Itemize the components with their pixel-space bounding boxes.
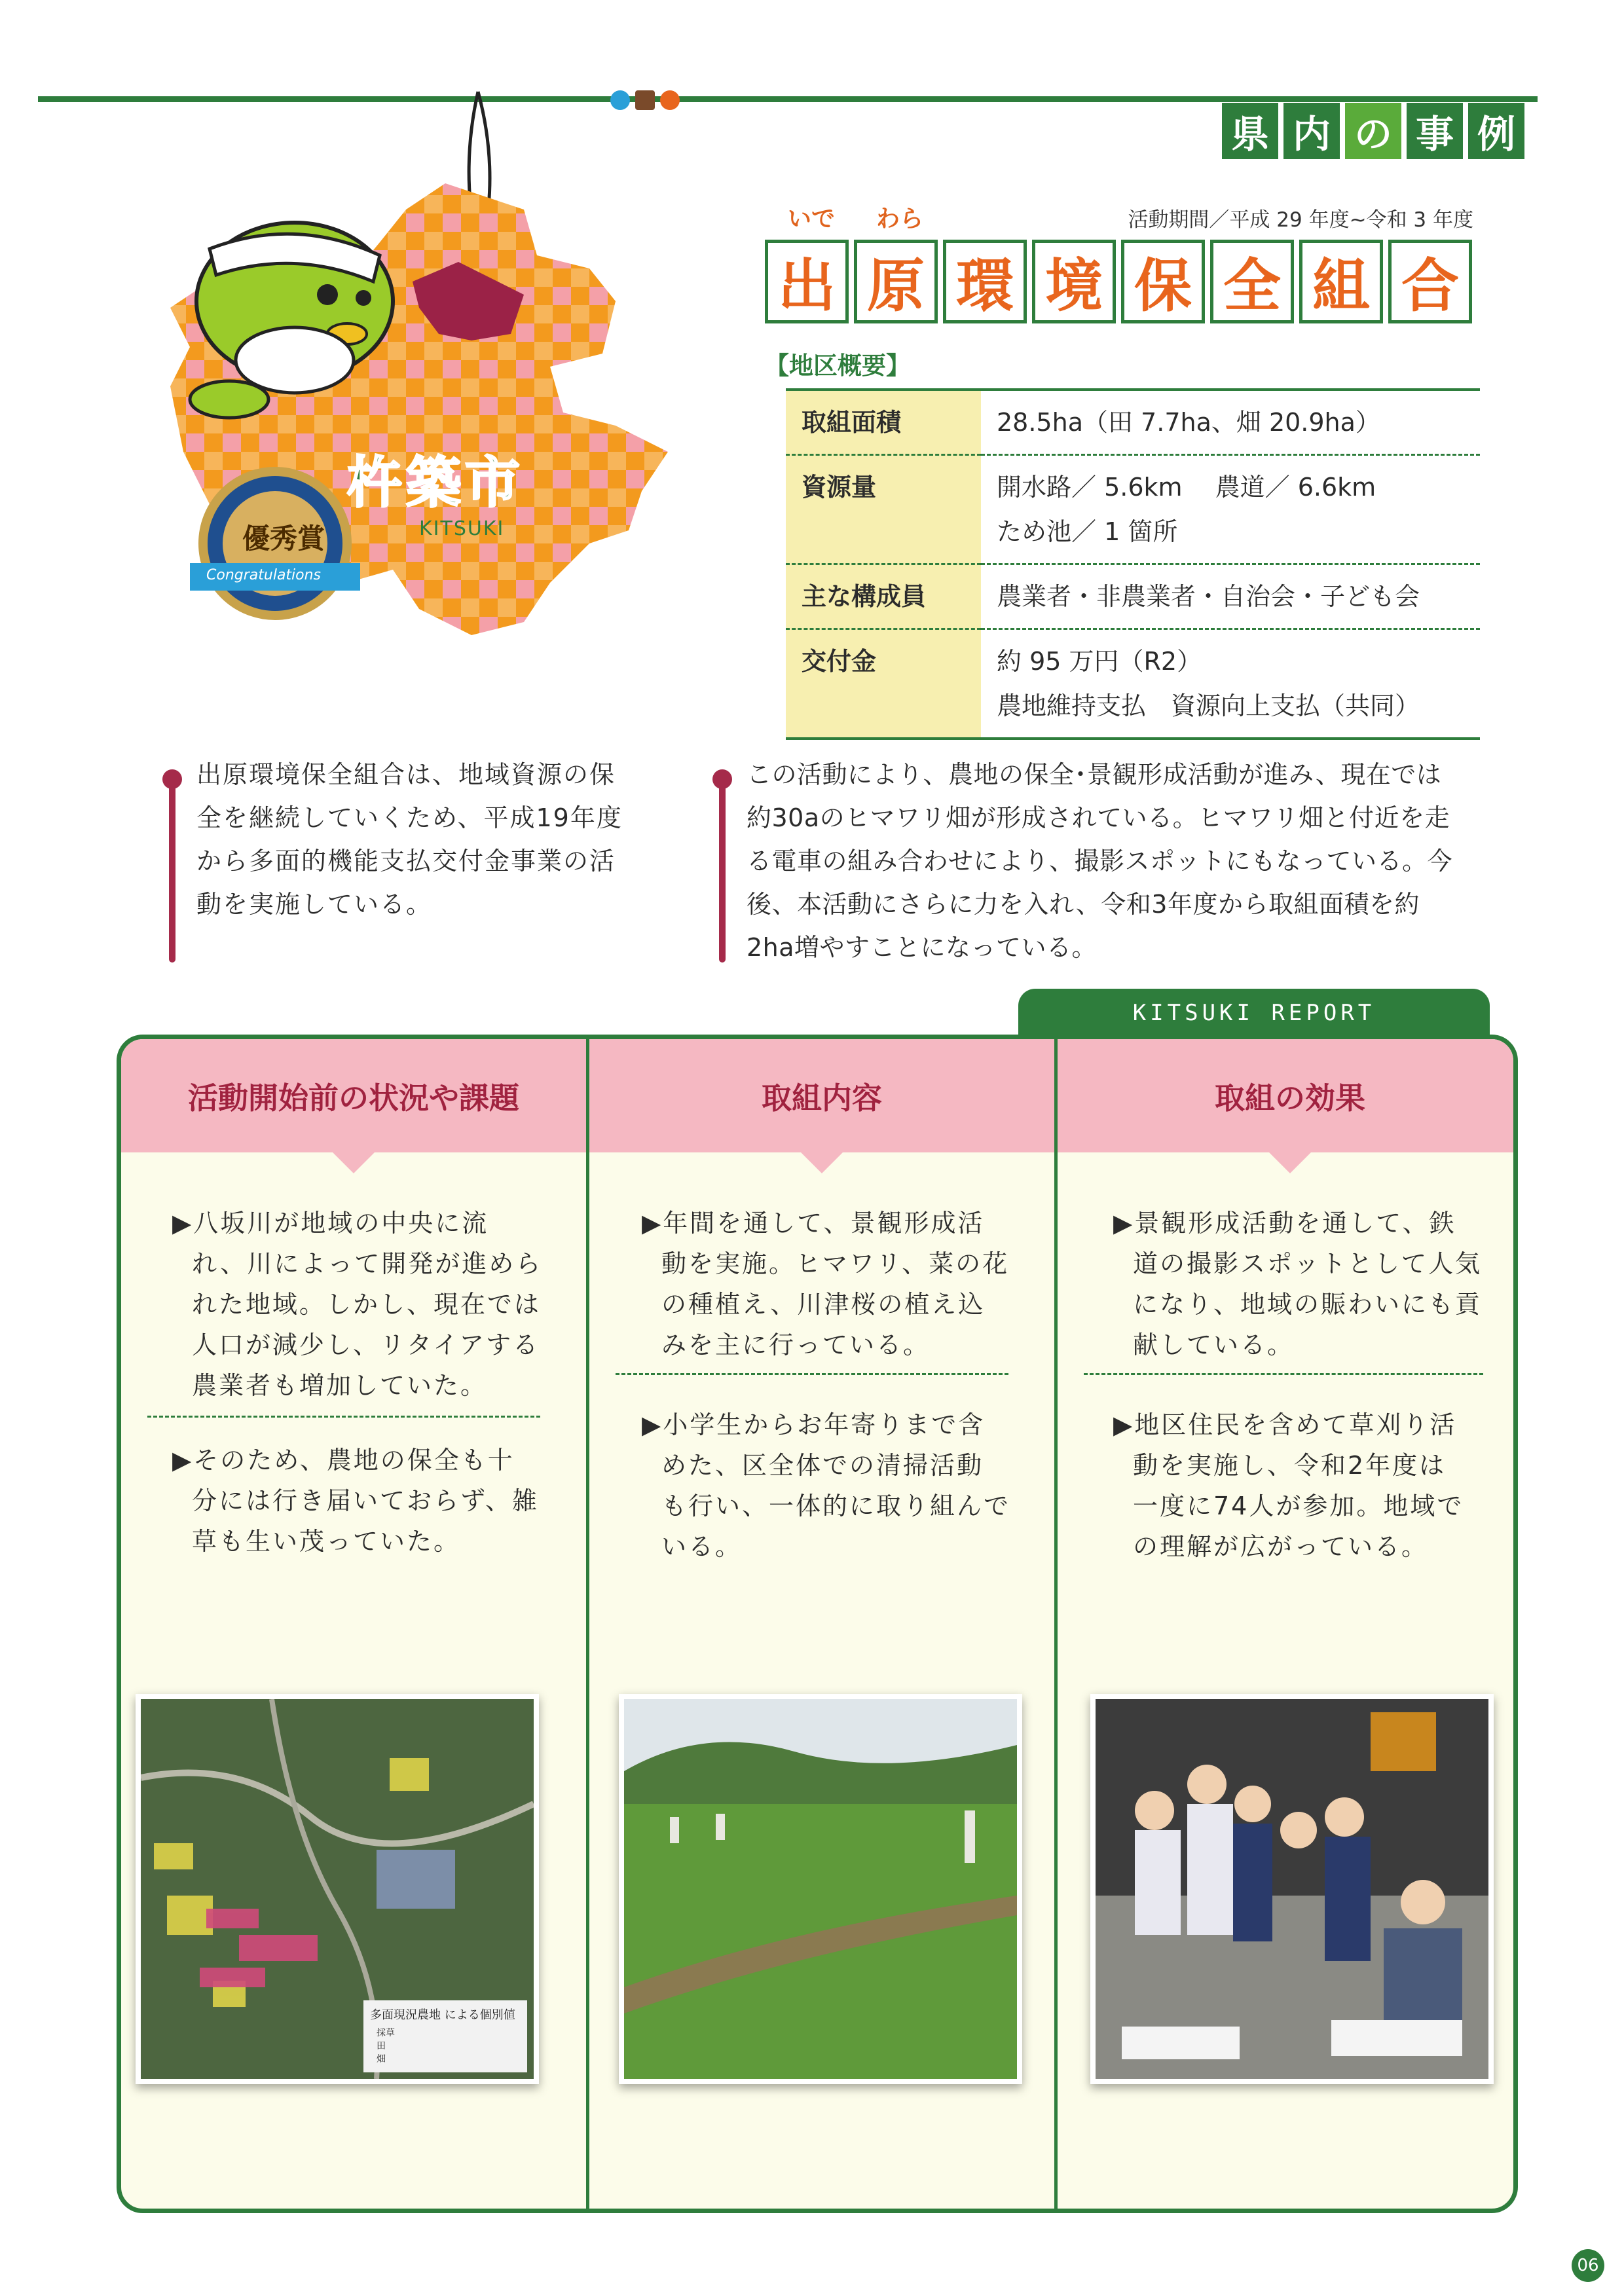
report-tab: KITSUKI REPORT — [1018, 989, 1490, 1037]
summary-key: 取組面積 — [786, 390, 981, 455]
item-divider — [1084, 1373, 1483, 1375]
summary-value — [981, 564, 1480, 629]
list-item — [1113, 1405, 1464, 1567]
intro-line: この活動により、農地の保全･景観形成活動が進み、現在では — [747, 760, 1442, 789]
group-photo — [1090, 1694, 1494, 2084]
summary-row — [786, 390, 1480, 455]
item-line: 動を実施し、令和2年度は — [1133, 1451, 1447, 1480]
intro-line: 約30aのヒマワリ畑が形成されている。ヒマワリ畑と付近を走 — [747, 803, 1450, 832]
summary-row — [786, 629, 1480, 739]
item-line: みを主に行っている。 — [661, 1331, 931, 1359]
intro-line: 2ha増やすことになっている。 — [747, 933, 1098, 962]
page-title — [765, 240, 1472, 323]
list-item — [1113, 1203, 1482, 1365]
summary-line: ため池／ 1 箇所 — [997, 517, 1178, 546]
item-line: 一度に74人が参加。地域で — [1133, 1492, 1464, 1520]
title-char: 原 — [854, 240, 938, 323]
right-bullet-bar — [719, 773, 726, 963]
tag-char: の — [1345, 103, 1401, 159]
item-line: の種植え、川津桜の植え込 — [661, 1290, 986, 1319]
item-line: いる。 — [661, 1532, 743, 1561]
intro-line: 後、本活動にさらに力を入れ、令和3年度から取組面積を約 — [747, 890, 1420, 919]
item-line: 動を実施。ヒマワリ、菜の花 — [661, 1249, 1010, 1278]
item-line: 農業者も増加していた。 — [192, 1371, 488, 1400]
legend-item: 採草 — [377, 2028, 395, 2038]
report-column-issues — [121, 1039, 586, 2209]
item-line: めた、区全体での清掃活動 — [661, 1451, 984, 1480]
item-line: 献している。 — [1133, 1331, 1295, 1359]
summary-line: 農地維持支払 資源向上支払（共同） — [997, 691, 1420, 720]
item-line: ▶小学生からお年寄りまで含 — [642, 1410, 986, 1439]
item-line: ▶地区住民を含めて草刈り活 — [1113, 1410, 1457, 1439]
sunflower-field-photo — [619, 1694, 1022, 2084]
field-photo-image — [624, 1699, 1017, 2079]
item-line: ▶年間を通して、景観形成活 — [642, 1209, 985, 1238]
intro-line: から多面的機能支払交付金事業の活 — [196, 847, 616, 875]
intro-line: 出原環境保全組合は、地域資源の保 — [196, 760, 616, 789]
summary-table — [786, 388, 1480, 740]
summary-label: 【地区概要】 — [765, 352, 910, 380]
intro-right — [747, 753, 1493, 969]
list-item — [642, 1203, 1009, 1365]
item-divider — [147, 1416, 540, 1418]
activity-period: 活動期間／平成 29 年度~令和 3 年度 — [1128, 208, 1473, 232]
summary-line: 農業者・非農業者・自治会・子ども会 — [997, 582, 1420, 611]
people-photo-image — [1096, 1699, 1488, 2079]
title-char: 保 — [1121, 240, 1205, 323]
title-char: 全 — [1210, 240, 1294, 323]
item-line: になり、地域の賑わいにも貢 — [1133, 1290, 1483, 1319]
city-name: 杵築市 — [347, 450, 525, 515]
kitsuki-map-icon — [131, 85, 694, 681]
title-ruby-wara: わら — [876, 206, 924, 232]
column-heading: 取組の効果 — [1058, 1039, 1518, 1152]
item-line: 道の撮影スポットとして人気 — [1133, 1249, 1483, 1278]
summary-value — [981, 390, 1480, 455]
list-item — [172, 1440, 539, 1562]
tag-char: 県 — [1222, 103, 1278, 159]
map-caption: 多面現況農地 による個別値 — [370, 2008, 515, 2022]
tag-char: 例 — [1468, 103, 1524, 159]
tag-char: 事 — [1407, 103, 1463, 159]
farmland-map-photo — [136, 1694, 539, 2084]
item-line: ▶そのため、農地の保全も十 — [172, 1446, 515, 1475]
summary-key: 交付金 — [786, 629, 981, 739]
list-item — [642, 1405, 1010, 1567]
badge-sub: Congratulations — [206, 567, 322, 583]
title-char: 合 — [1388, 240, 1472, 323]
tag-char: 内 — [1283, 103, 1340, 159]
title-char: 環 — [943, 240, 1027, 323]
section-tag — [1222, 103, 1524, 162]
item-line: の理解が広がっている。 — [1133, 1532, 1429, 1561]
item-divider — [616, 1373, 1008, 1375]
legend-item: 田 — [377, 2041, 386, 2051]
column-heading: 取組内容 — [589, 1039, 1054, 1152]
list-item — [172, 1203, 542, 1406]
intro-line: 全を継続していくため、平成19年度 — [196, 803, 623, 832]
report-panel — [117, 1035, 1518, 2213]
item-line: れた地域。しかし、現在では — [192, 1290, 542, 1319]
city-roman: KITSUKI — [419, 517, 505, 540]
item-line: 分には行き届いておらず、雑 — [192, 1486, 539, 1515]
award-badge: 優秀賞 — [242, 523, 325, 555]
item-line: も行い、一体的に取り組んで — [661, 1492, 1011, 1520]
title-char: 組 — [1299, 240, 1383, 323]
title-char: 境 — [1032, 240, 1116, 323]
map-legend — [377, 2027, 395, 2066]
summary-value — [981, 455, 1480, 564]
item-line: ▶景観形成活動を通して、鉄 — [1113, 1209, 1456, 1238]
summary-line: 開水路／ 5.6km 農道／ 6.6km — [997, 473, 1376, 502]
summary-row — [786, 564, 1480, 629]
item-line: れ、川によって開発が進めら — [192, 1249, 543, 1278]
report-column-effects — [1058, 1039, 1518, 2209]
page-number: 06 — [1572, 2249, 1604, 2282]
legend-item: 畑 — [377, 2054, 386, 2065]
intro-left — [196, 753, 668, 926]
city-map-illustration — [131, 85, 694, 681]
intro-line: る電車の組み合わせにより、撮影スポットにもなっている。今 — [747, 847, 1453, 875]
title-char: 出 — [765, 240, 849, 323]
title-ruby-ide: いで — [788, 206, 836, 232]
item-line: 人口が減少し、リタイアする — [192, 1331, 540, 1359]
summary-value — [981, 629, 1480, 739]
column-heading: 活動開始前の状況や課題 — [121, 1039, 586, 1152]
summary-key: 主な構成員 — [786, 564, 981, 629]
summary-key: 資源量 — [786, 455, 981, 564]
report-column-activities — [589, 1039, 1054, 2209]
left-bullet-bar — [169, 773, 175, 963]
summary-line: 28.5ha（田 7.7ha、畑 20.9ha） — [997, 408, 1380, 437]
item-line: ▶八坂川が地域の中央に流 — [172, 1209, 489, 1238]
summary-line: 約 95 万円（R2） — [997, 647, 1202, 676]
item-line: 草も生い茂っていた。 — [192, 1527, 461, 1556]
summary-row — [786, 455, 1480, 564]
intro-line: 動を実施している。 — [196, 890, 433, 919]
